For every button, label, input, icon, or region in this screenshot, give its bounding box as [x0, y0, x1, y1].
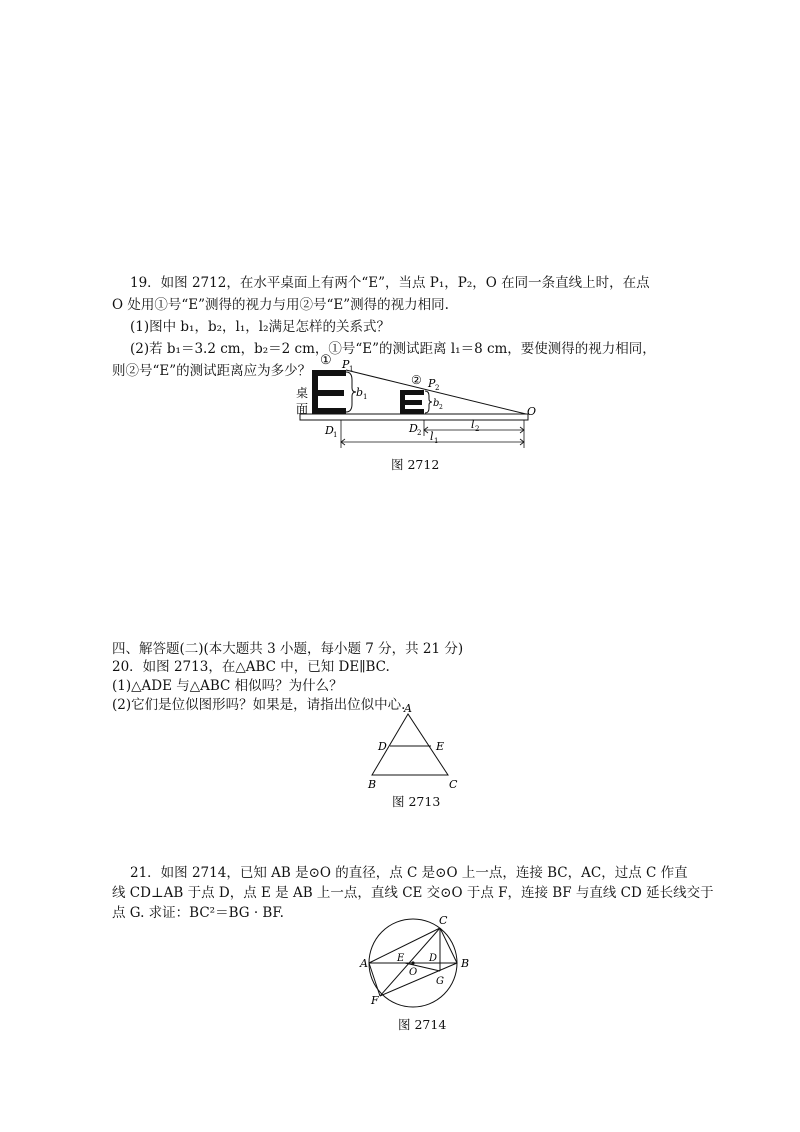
label-e: E — [397, 953, 405, 964]
q21-line-1: 21．如图 2714，已知 AB 是⊙O 的直径，点 C 是⊙O 上一点，连接 BC，AC，过点 C 作直 — [130, 865, 688, 881]
q19-part-1: (1)图中 b₁，b₂，l₁，l₂满足怎样的关系式？ — [130, 319, 390, 335]
label-l1-sub: 1 — [434, 437, 439, 445]
q20-line-1: 20．如图 2713，在△ABC 中，已知 DE∥BC. — [112, 659, 390, 675]
q19-line-2: O 处用①号“E”测得的视力与用②号“E”测得的视力相同. — [112, 297, 449, 313]
chord-af — [369, 963, 380, 996]
label-a: A — [360, 957, 368, 970]
line-bf — [380, 963, 457, 996]
label-circle-1: ① — [320, 353, 332, 368]
label-d2-sub: 2 — [417, 429, 422, 437]
label-desk-top: 桌 — [296, 386, 309, 400]
label-f: F — [371, 994, 379, 1007]
chord-bc — [440, 928, 457, 963]
label-l1: l — [430, 430, 434, 443]
label-d: D — [378, 740, 387, 753]
q21-line-3: 点 G. 求证：BC²＝BG · BF. — [112, 905, 284, 921]
label-l2: l — [471, 418, 475, 431]
label-b: B — [461, 957, 470, 970]
caption-2713: 图 2713 — [392, 794, 441, 809]
label-p2: P — [428, 377, 436, 390]
q20-part-2: (2)它们是位似图形吗？如果是，请指出位似中心. — [112, 697, 406, 713]
label-c: C — [449, 778, 458, 791]
q20-part-1: (1)△ADE 与△ABC 相似吗？为什么？ — [112, 678, 343, 694]
label-c: C — [439, 914, 448, 927]
label-b2: b — [433, 398, 440, 409]
label-p2-sub: 2 — [435, 384, 440, 392]
label-o: O — [409, 967, 418, 978]
label-d: D — [429, 953, 438, 964]
caption-2712: 图 2712 — [391, 457, 440, 472]
section-4-heading: 四、解答题(二)(本大题共 3 小题，每小题 7 分，共 21 分) — [112, 641, 464, 657]
label-b2-sub: 2 — [439, 404, 443, 411]
label-l2-sub: 2 — [475, 425, 480, 433]
label-b1: b — [356, 386, 364, 399]
label-circle-2: ② — [411, 373, 422, 387]
label-p1-sub: 1 — [349, 365, 354, 373]
label-desk-bottom: 面 — [296, 402, 309, 416]
q21-line-2: 线 CD⊥AB 于点 D，点 E 是 AB 上一点，直线 CE 交⊙O 于点 F，连接 BF 与直线 CD 延长线交于 — [112, 885, 714, 901]
label-d2: D — [409, 422, 418, 435]
label-o: O — [527, 405, 537, 418]
label-e: E — [436, 740, 445, 753]
label-a: A — [404, 702, 412, 715]
label-d1-sub: 1 — [333, 431, 338, 439]
q19-part-2a: (2)若 b₁＝3.2 cm，b₂＝2 cm，①号“E”的测试距离 l₁＝8 cm，要使测得的视力相同， — [130, 341, 656, 357]
caption-2714: 图 2714 — [398, 1017, 447, 1032]
q19-part-2b: 则②号“E”的测试距离应为多少？ — [112, 363, 312, 379]
label-b1-sub: 1 — [363, 393, 368, 401]
label-p1: P — [342, 358, 350, 371]
label-d1: D — [325, 424, 334, 437]
q19-line-1: 19．如图 2712，在水平桌面上有两个“E”，当点 P₁，P₂，O 在同一条直线上时，在点 — [130, 275, 650, 291]
label-b: B — [368, 778, 377, 791]
label-g: G — [436, 976, 444, 987]
